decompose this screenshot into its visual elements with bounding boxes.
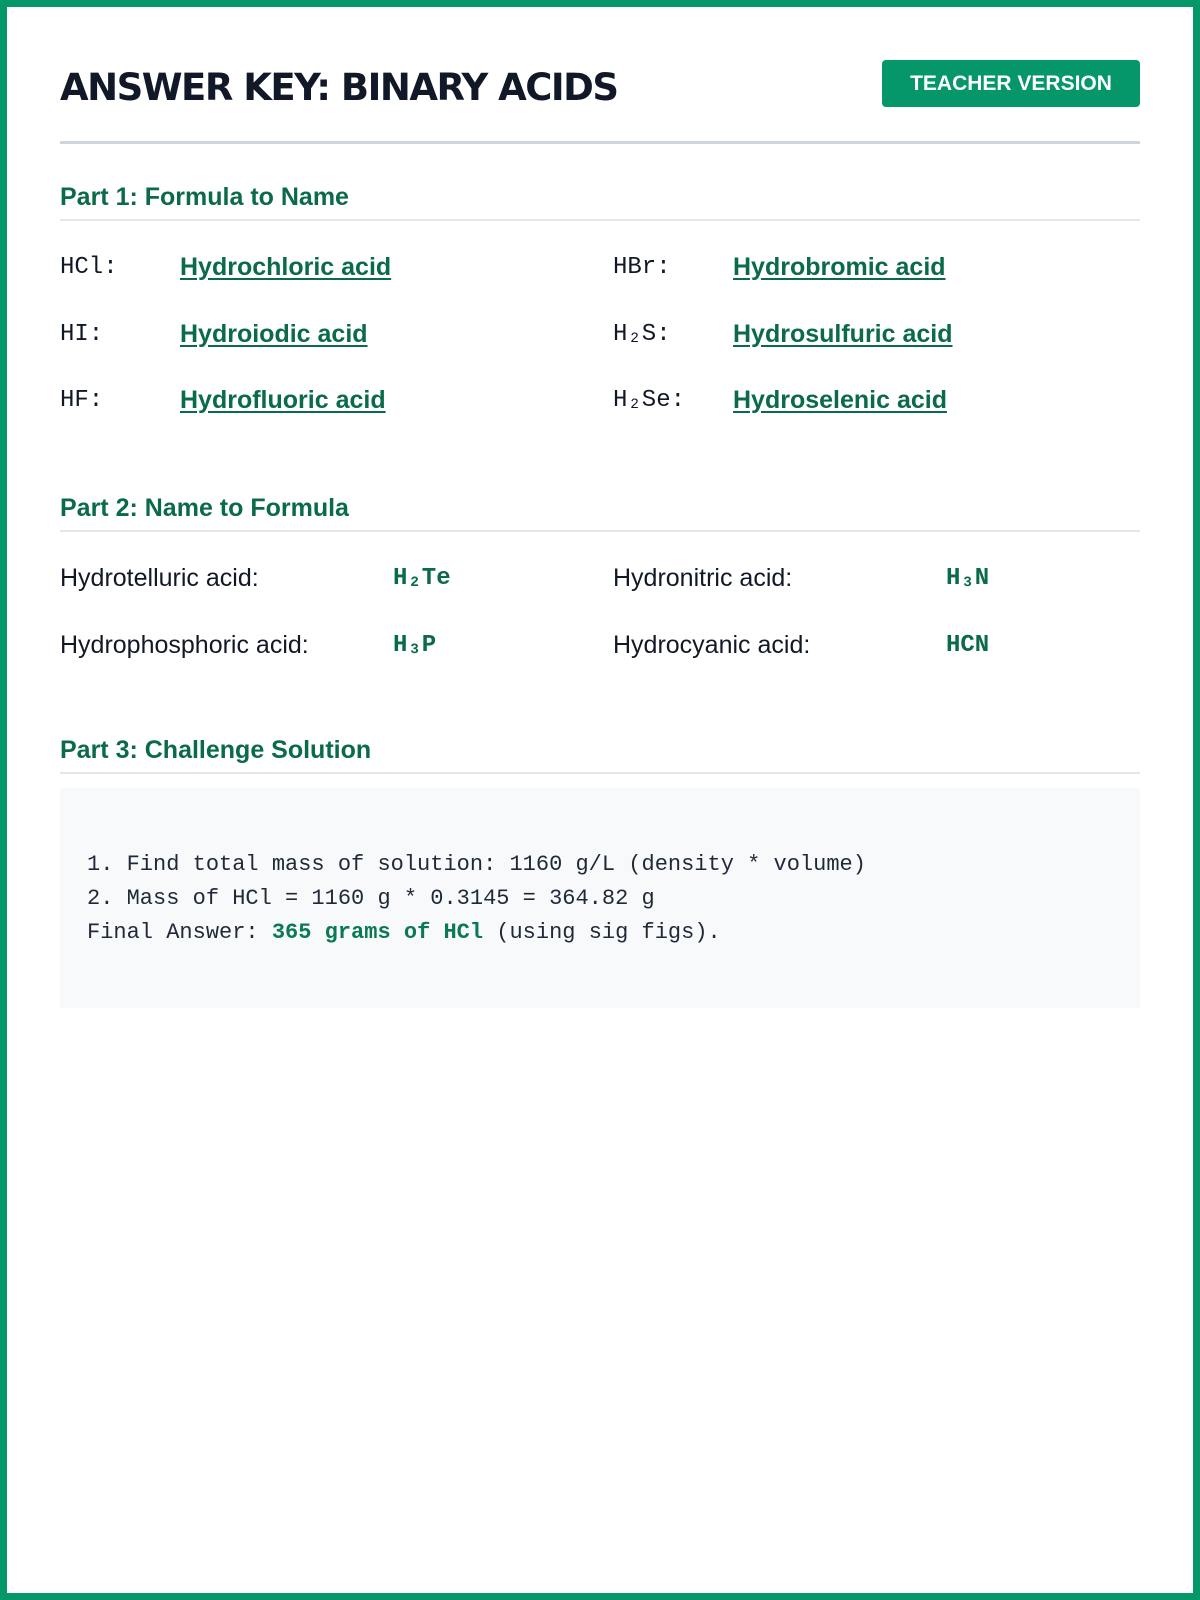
name-answer: Hydrofluoric acid [180, 385, 386, 414]
formula-label: H₂S: [613, 320, 671, 348]
part2-grid [60, 532, 1140, 672]
part1-title: Part 1: Formula to Name [60, 183, 1140, 221]
part2-item-hydrocyanic [613, 625, 989, 665]
part2-item-hydrotelluric [60, 558, 451, 598]
part3-section [60, 736, 1140, 1008]
part1-item-h2se [613, 380, 947, 420]
teacher-version-badge: TEACHER VERSION [882, 60, 1140, 107]
formula-label: H₂Se: [613, 386, 686, 414]
acid-name-label: Hydrophosphoric acid: [60, 630, 309, 659]
acid-name-label: Hydrotelluric acid: [60, 563, 259, 592]
formula-label: HBr: [613, 253, 671, 281]
name-answer: Hydrochloric acid [180, 252, 392, 281]
acid-name-label: Hydrocyanic acid: [613, 630, 811, 659]
part1-item-h2s [613, 314, 953, 354]
part1-item-hf [60, 380, 386, 420]
formula-answer: H₃N [946, 564, 990, 592]
part1-item-hbr [613, 247, 946, 287]
part2-title: Part 2: Name to Formula [60, 494, 1140, 532]
name-answer: Hydrosulfuric acid [733, 319, 953, 348]
name-answer: Hydroselenic acid [733, 385, 947, 414]
formula-label: HF: [60, 386, 104, 414]
solution-step-1: 1. Find total mass of solution: 1160 g/L (density * volume) [87, 852, 866, 877]
name-answer: Hydroiodic acid [180, 319, 368, 348]
solution-box [60, 788, 1140, 1008]
formula-label: HI: [60, 320, 104, 348]
formula-answer: H₃P [393, 631, 437, 659]
part3-title: Part 3: Challenge Solution [60, 736, 1140, 774]
final-answer-value: 365 grams of HCl [271, 920, 484, 945]
final-answer-line [87, 916, 1113, 950]
part1-item-hi [60, 314, 368, 354]
final-answer-prefix: Final Answer: [87, 920, 272, 945]
name-answer: Hydrobromic acid [733, 252, 946, 281]
formula-answer: H₂Te [393, 564, 451, 592]
page-title: ANSWER KEY: BINARY ACIDS [60, 66, 618, 109]
final-answer-suffix: (using sig figs). [483, 920, 721, 945]
page-header [60, 7, 1140, 144]
part2-item-hydrophosphoric [60, 625, 436, 665]
formula-answer: HCN [946, 631, 990, 659]
part1-section [60, 183, 1140, 421]
part2-section [60, 494, 1140, 672]
part2-item-hydronitric [613, 558, 989, 598]
formula-label: HCl: [60, 253, 118, 281]
part1-item-hcl [60, 247, 391, 287]
solution-step-2: 2. Mass of HCl = 1160 g * 0.3145 = 364.82 g [87, 886, 655, 911]
acid-name-label: Hydronitric acid: [613, 563, 793, 592]
part1-grid [60, 221, 1140, 421]
